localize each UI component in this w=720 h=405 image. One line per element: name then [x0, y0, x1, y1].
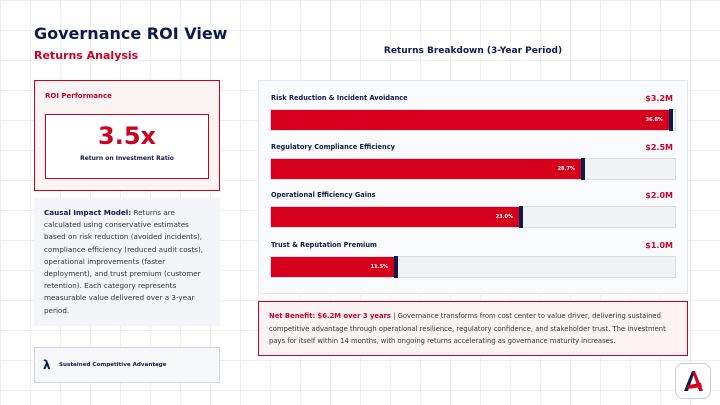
- lambda-icon: λ: [43, 358, 51, 372]
- bar-row-regulatory-compliance: [269, 143, 677, 187]
- bar-amount: $3.2M: [645, 94, 673, 103]
- net-benefit-card: [258, 301, 688, 356]
- bar-marker: [669, 109, 673, 131]
- brand-logo-icon: [675, 363, 711, 399]
- bar-fill: [271, 207, 521, 227]
- bar-label: Trust & Reputation Premium: [271, 241, 377, 249]
- page-title: Governance ROI View: [34, 24, 228, 43]
- roi-value-box: [45, 114, 209, 179]
- breakdown-title: Returns Breakdown (3-Year Period): [383, 46, 563, 56]
- roi-value: 3.5x: [98, 122, 156, 150]
- bar-row-operational-efficiency: [269, 191, 677, 235]
- bar-fill: [271, 110, 671, 130]
- bar-percent: 11.5%: [370, 264, 388, 270]
- roi-caption: Return on Investment Ratio: [80, 155, 174, 162]
- bar-track: [270, 256, 676, 278]
- bar-fill: [271, 257, 396, 277]
- causal-heading: Causal Impact Model:: [44, 208, 132, 217]
- net-benefit-body: | Governance transforms from cost center to value driver, delivering sustained competitive advantage through operational resilience, regulatory confidence, and stakeholder trust. The investment pays for itself within 14 months, with ongoing returns accelerating as governance maturity increases.: [269, 312, 666, 345]
- competitive-advantage-label: Sustained Competitive Advantage: [59, 362, 167, 368]
- bar-percent: 23.0%: [495, 214, 513, 220]
- bar-track: [270, 109, 676, 131]
- bar-label: Risk Reduction & Incident Avoidance: [271, 94, 408, 102]
- causal-body: Returns are calculated using conservative estimates based on risk reduction (avoided incidents), compliance efficiency (reduced audit costs), operational improvements (faster deployment), and trust premium (customer retention). Each category represents measurable value delivered over a 3-year period.: [44, 208, 204, 315]
- bar-row-risk-reduction: [269, 94, 677, 138]
- bar-percent: 28.7%: [557, 166, 575, 172]
- roi-card-label: ROI Performance: [45, 92, 112, 100]
- bar-amount: $2.0M: [645, 191, 673, 200]
- page-subtitle: Returns Analysis: [34, 49, 139, 62]
- causal-impact-card: [34, 198, 220, 326]
- returns-breakdown-chart: [258, 80, 688, 294]
- bar-amount: $1.0M: [645, 241, 673, 250]
- bar-label: Regulatory Compliance Efficiency: [271, 143, 395, 151]
- bar-row-trust-reputation: [269, 241, 677, 285]
- net-benefit-heading: Net Benefit: $6.2M over 3 years: [269, 312, 391, 320]
- bar-percent: 36.8%: [645, 117, 663, 123]
- bar-label: Operational Efficiency Gains: [271, 191, 376, 199]
- bar-track: [270, 158, 676, 180]
- brand-logo-glyph: [676, 364, 710, 398]
- competitive-advantage-card: [34, 347, 220, 383]
- bar-marker: [581, 158, 585, 180]
- roi-performance-card: [34, 80, 220, 191]
- bar-amount: $2.5M: [645, 143, 673, 152]
- bar-track: [270, 206, 676, 228]
- bar-marker: [519, 206, 523, 228]
- bar-fill: [271, 159, 583, 179]
- bar-marker: [394, 256, 398, 278]
